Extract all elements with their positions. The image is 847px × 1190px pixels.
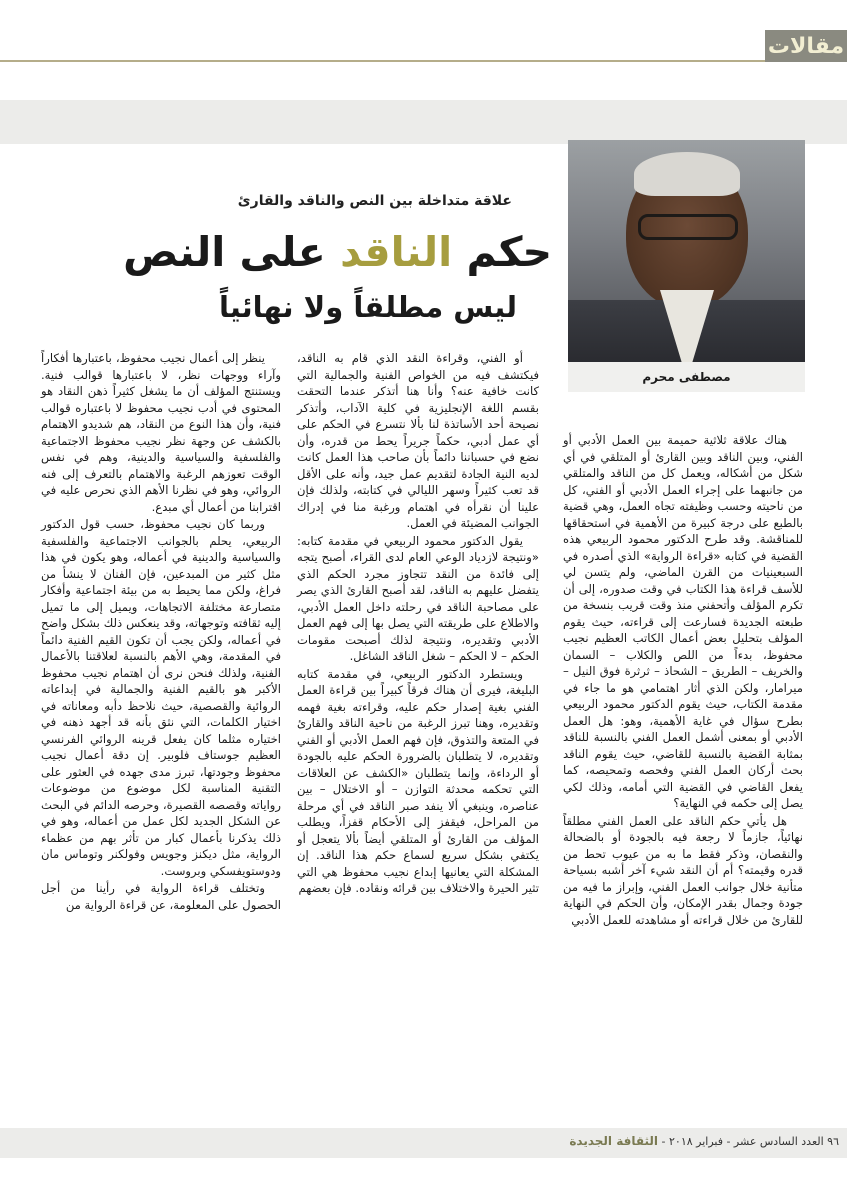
paragraph: يقول الدكتور محمود الربيعي في مقدمة كتابه: «ونتيجة لازدياد الوعي العام لدى القراء، أصبح يتجه إلى فائدة من النقد تتجاوز مجرد الحكم الذي يتفضل عليهم به الناقد، لقد أصبح القارئ الذي يصر على مصاحبة الناقد في رحلته داخل العمل الأدبي، والاطلاع على طريقته التي يصل بها إلى فهم العمل الأدبي وتقديره، ونتيجة لذلك أصبحت مقومات الحكم – لا الحكم – شغل الناقد الشاغل. xyxy=(297,533,539,663)
paragraph: وربما كان نجيب محفوظ، حسب قول الدكتور الربيعي، يحلم بالجوانب الاجتماعية والفلسفية والسياسية والدينية في أعماله، وهو يكون في هذا مثل كثير من المبدعين، فإن الفنان لا ينشأ من فراغ، ولكن مما يحيط به من بيئة اجتماعية وأفكار متصارعة مختلفة الاتجاهات، ويميل إلى ما تميل إليه ثقافته وتوجهاته، وقد ينعكس ذلك بشكل واضح في أعماله، ولكن يجب أن تكون القيم الفنية دائماً في المقدمة، وهي الأهم بالنسبة لعلاقتنا بالأعمال الفنية، ولذلك فنحن نرى أن اهتمام نجيب محفوظ الأكبر هو بالقيم الفنية والجمالية في إبداعاته الروائية والقصصية، حيث نلاحظ دأبه ومعاناته في اختيار الكلمات، التي نثق بأنه قد أجهد ذهنه في اختياره مثلما كان يفعل قرينه الروائي الفرنسي العظيم جوستاف فلوبير. إن دقة أعمال نجيب محفوظ وجودتها، تبرز مدى جهده في العثور على التقنية المناسبة لكل موضوع من موضوعات رواياته وقصصه القصيرة، وحرصه الدائم في البحث عن الشكل الجديد لكل عمل من أعماله، وهو في ذلك يذكرنا بأعمال كبار من تأثر بهم من عظماء الرواية، مثل ديكنز وجويس وفولكنر وتوماس مان ودوستويفسكي وبروست. xyxy=(41,517,281,878)
paragraph: وتختلف قراءة الرواية في رأينا من أجل الحصول على المعلومة، عن قراءة الرواية من xyxy=(41,881,281,912)
section-label: مقالات xyxy=(767,33,845,59)
title-part1: حكم xyxy=(452,228,552,276)
photo-caption xyxy=(568,362,805,392)
article-title xyxy=(123,228,552,276)
paragraph: أو الفني، وقراءة النقد الذي قام به الناقد، فيكتشف فيه من الخواص الفنية والجمالية التي كانت خافية عنه؟ وأنا هنا أتذكر عندما التحقت بقسم اللغة الإنجليزية في كلية الآداب، وأتذكر نصيحة أحد الأساتذة لنا بألا نتسرع في الحكم على أي عمل أدبي، حكماً جريراً يحط من قدره، وأن نضع في حسباننا دائماً بأن صاحب هذا العمل كانت لديه النية الجادة لتقديم عمل جيد، وأنه على الأقل قد تعب كثيراً وسهر الليالي في كتابته، ولذلك فإن علينا أن نقرأه في اهتمام ورغبة منا في إدراك الجوانب المضيئة في العمل. xyxy=(297,351,539,530)
paragraph: ويستطرد الدكتور الربيعي، في مقدمة كتابه البليغة، فيرى أن هناك فرقاً كبيراً بين قراءة العمل الفني بغية إصدار حكم عليه، وقراءته بغية فهمه وتقديره، وهنا تبرز الرغبة من ناحية الناقد والقارئ في المتعة والتذوق، فإن فهم العمل الأدبي أو الفني وتقديره، لا يتطلبان بالضرورة الحكم عليه بالجودة أو الرداءة، وإنما يتطلبان «الكشف عن العلاقات التي تحكمه محدثة التوازن – أو الاختلال – بين عناصره، وينبغي ألا ينفد صبر الناقد في أي مرحلة من المراحل، فيقفز إلى الأحكام قفزاً، ويطلب المؤلف من القارئ أو المتلقي أيضاً بألا يتعجل أو يكتفي بشكل سريع لسماع حكم هذا الناقد. إن المشكلة التي يعانيها إبداع نجيب محفوظ هي التي تثير الحيرة والاختلاف بين قرائه ونقاده. فإن بعضهم xyxy=(297,666,539,895)
paragraph: هل يأتي حكم الناقد على العمل الفني مطلقاً نهائياً، جازماً لا رجعة فيه بالجودة أو بالضحالة والنقصان، وذكر فقط ما به من عيوب تحط من قدره وقيمته؟ أم أن النقد شيء آخر أشبه بسياحة متأنية خلال جوانب العمل الفني، وإبراز ما فيه من جودة وجمال بقدر الإمكان، وأن الحكم في النهاية للقارئ من خلال قراءته أو مشاهدته للعمل الأدبي xyxy=(563,813,803,927)
issue-info: العدد السادس عشر - فبراير ٢٠١٨ - xyxy=(661,1135,824,1148)
header-band xyxy=(0,100,847,144)
article-subtitle: ليس مطلقاً ولا نهائياً xyxy=(219,290,517,324)
title-accent: الناقد xyxy=(340,228,453,276)
author-photo xyxy=(568,140,805,362)
article-kicker: علاقة متداخلة بين النص والناقد والقارئ xyxy=(237,193,512,209)
top-band xyxy=(0,0,847,40)
section-tab xyxy=(765,30,847,62)
paragraph: هناك علاقة ثلاثية حميمة بين العمل الأدبي أو الفني، وبين الناقد وبين القارئ أو المتلقي في أي شكل من أشكاله، ويعمل كل من الناقد والمتلقي من جانبهما على إجراء العمل الأدبي أو الفني، كل من ناحيته وحسب وظيفته تجاه العمل، وهي قضية بالطبع على درجة كبيرة من الأهمية في استحقاقها للمناقشة. وقد طرح الدكتور محمود الربيعي هذه القضية في كتابه «قراءة الرواية» الذي أصدره في السبعينيات من القرن الماضي، ولم يتسن لي للأسف قراءة هذا الكتاب في وقت صدوره، إلى أن تكرم المؤلف وأتحفني منذ وقت قريب بنسخة من طبعته الجديدة فسارعت إلى قراءته، حيث يقوم المؤلف بتحليل بعض أعمال الكاتب العظيم نجيب محفوظ، بدءاً من اللص والكلاب – السمان والخريف – الطريق – الشحاذ – ثرثرة فوق النيل – ميرامار، ولكن الذي أثار اهتمامي هو ما جاء في مقدمة الكتاب، حيث يقوم الدكتور محمود الربيعي بطرح سؤال في غاية الأهمية، وهو: هل العمل الأدبي أو بمعنى أشمل العمل الفني بالنسبة للناقد بمثابة القضية بالنسبة للقاضي، حيث يقوم الناقد بحث أركان العمل الفني وفحصه وتمحيصه، كما يفعل القاضي في القضية التي أمامه، وذلك لكي يصل إلى حكمه في النهاية؟ xyxy=(563,433,803,810)
paragraph: ينظر إلى أعمال نجيب محفوظ، باعتبارها أفكاراً وآراء ووجهات نظر، لا باعتبارها قوالب فنية. ويستنتج المؤلف أن ما يشغل كثيراً ذهن النقاد هو المحتوى في أدب نجيب محفوظ لا باعتباره قوالب فنية، وأن هذا النوع من النقاد، هم شديدو الاهتمام بالكشف عن وجهة نظر نجيب محفوظ الاجتماعية والفلسفية والسياسية والدينية، وهم في نفس الوقت تعوزهم الرغبة والاهتمام بالتعرف إلى فنه الروائي، وهو في نظرنا الأهم الذي نحرص عليه في اقترابنا من أعمال أي مبدع. xyxy=(41,351,281,514)
title-part2: على النص xyxy=(123,228,341,276)
magazine-brand: الثقافة الجديدة xyxy=(569,1134,659,1148)
column-3 xyxy=(41,350,281,1190)
author-name: مصطفى محرم xyxy=(642,370,731,384)
photo-glasses xyxy=(638,214,738,240)
page-number: ٩٦ xyxy=(827,1135,839,1148)
photo-hair xyxy=(634,152,740,196)
column-1 xyxy=(563,432,803,927)
column-2 xyxy=(297,350,539,1190)
section-rule xyxy=(0,60,765,62)
footer xyxy=(569,1134,839,1148)
